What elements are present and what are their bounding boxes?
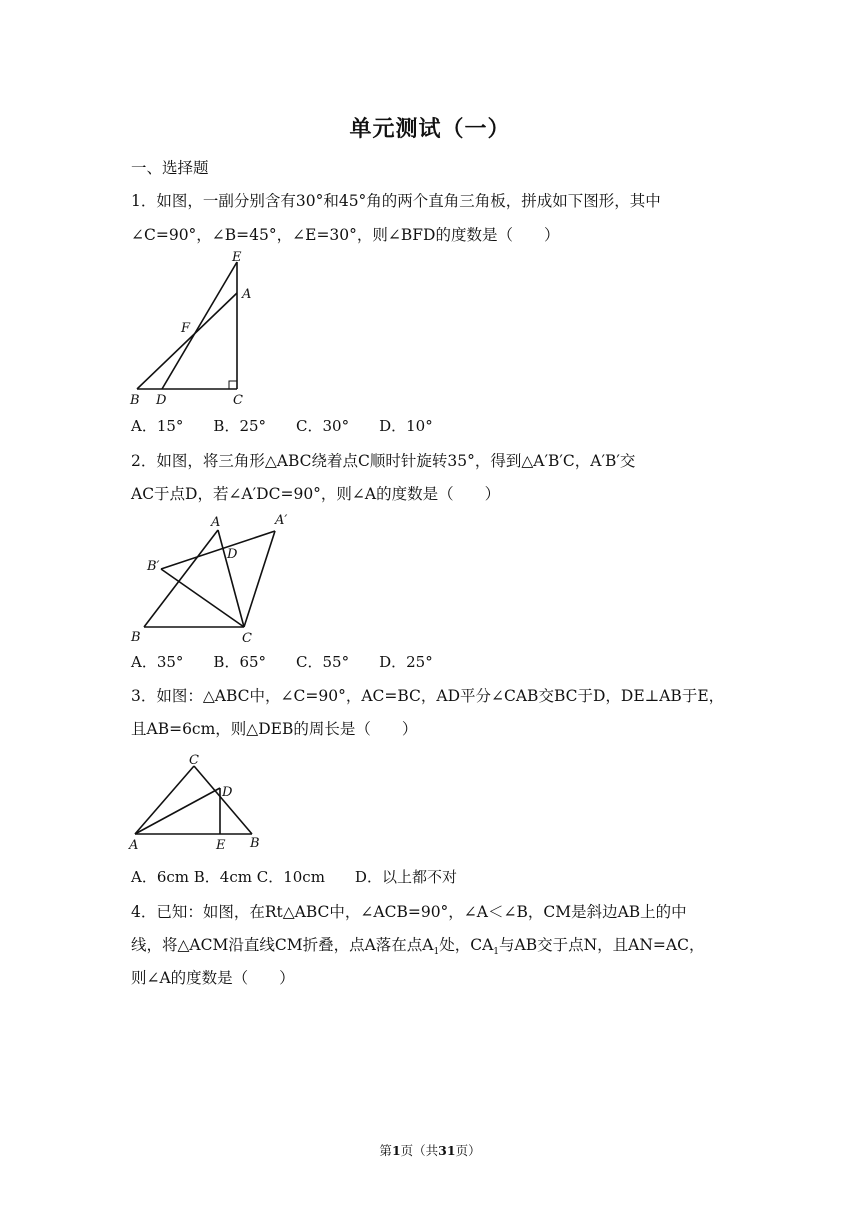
q1-label-a: A — [242, 287, 252, 302]
q3-label-a: A — [129, 838, 139, 853]
q3-text-line1: 3．如图：△ABC中，∠C=90°，AC=BC，AD平分∠CAB交BC于D，DE⊥AB于E， — [131, 687, 725, 705]
q2-label-a-prime: A′ — [275, 513, 288, 528]
q2-label-b-prime: B′ — [147, 559, 160, 574]
footer-total-pages: 31 — [438, 1143, 456, 1158]
q2-label-c: C — [242, 631, 252, 646]
section-heading: 一、选择题 — [131, 159, 209, 177]
q2-label-a: A — [211, 515, 221, 530]
q4-text-line2-part1: 线，将△ACM沿直线CM折叠，点A落在点A — [131, 936, 434, 954]
q1-label-e: E — [232, 250, 242, 265]
footer-middle: 页（共 — [400, 1143, 439, 1158]
q4-subscript-2: 1 — [493, 947, 499, 958]
q4-text-line1: 4．已知：如图，在Rt△ABC中，∠ACB=90°，∠A＜∠B，CM是斜边AB上的中 — [131, 903, 687, 921]
page-footer — [0, 1141, 860, 1159]
q3-label-c: C — [189, 753, 199, 768]
q4-text-line3: 则∠A的度数是（ ） — [131, 969, 295, 987]
footer-page-number: 1 — [391, 1143, 401, 1158]
q3-label-e: E — [216, 838, 226, 853]
q4-text-line2 — [131, 935, 704, 962]
q2-text-line1: 2．如图，将三角形△ABC绕着点C顺时针旋转35°，得到△A′B′C，A′B′交 — [131, 452, 636, 470]
page-title: 单元测试（一） — [349, 116, 511, 142]
q3-label-d: D — [222, 785, 233, 800]
q1-label-c: C — [233, 393, 243, 408]
q3-options: A．6cm B．4cm C．10cm D．以上都不对 — [131, 868, 457, 886]
q1-options: A．15° B．25° C．30° D．10° — [131, 417, 433, 435]
q1-figure — [125, 248, 265, 408]
q4-subscript-1: 1 — [433, 947, 440, 958]
footer-prefix: 第 — [379, 1143, 392, 1158]
q1-text-line1: 1．如图，一副分别含有30°和45°角的两个直角三角板，拼成如下图形，其中 — [131, 192, 661, 210]
q4-text-line2-part3: 与AB交于点N，且AN=AC， — [499, 936, 705, 954]
q2-label-d: D — [227, 547, 238, 562]
q2-figure — [125, 508, 300, 648]
q2-options: A．35° B．65° C．55° D．25° — [131, 653, 433, 671]
q3-text-line2: 且AB=6cm，则△DEB的周长是（ ） — [131, 720, 418, 738]
q3-figure — [125, 750, 275, 855]
q2-text-line2: AC于点D，若∠A′DC=90°，则∠A的度数是（ ） — [131, 485, 501, 503]
q1-label-b: B — [130, 393, 140, 408]
q4-text-line2-part2: 处，CA — [439, 936, 494, 954]
footer-suffix: 页） — [455, 1143, 481, 1158]
q2-label-b: B — [131, 630, 141, 645]
q1-label-f: F — [181, 321, 191, 336]
q1-label-d: D — [156, 393, 167, 408]
q1-text-line2: ∠C=90°，∠B=45°，∠E=30°，则∠BFD的度数是（ ） — [131, 226, 560, 244]
q3-label-b: B — [250, 836, 260, 851]
